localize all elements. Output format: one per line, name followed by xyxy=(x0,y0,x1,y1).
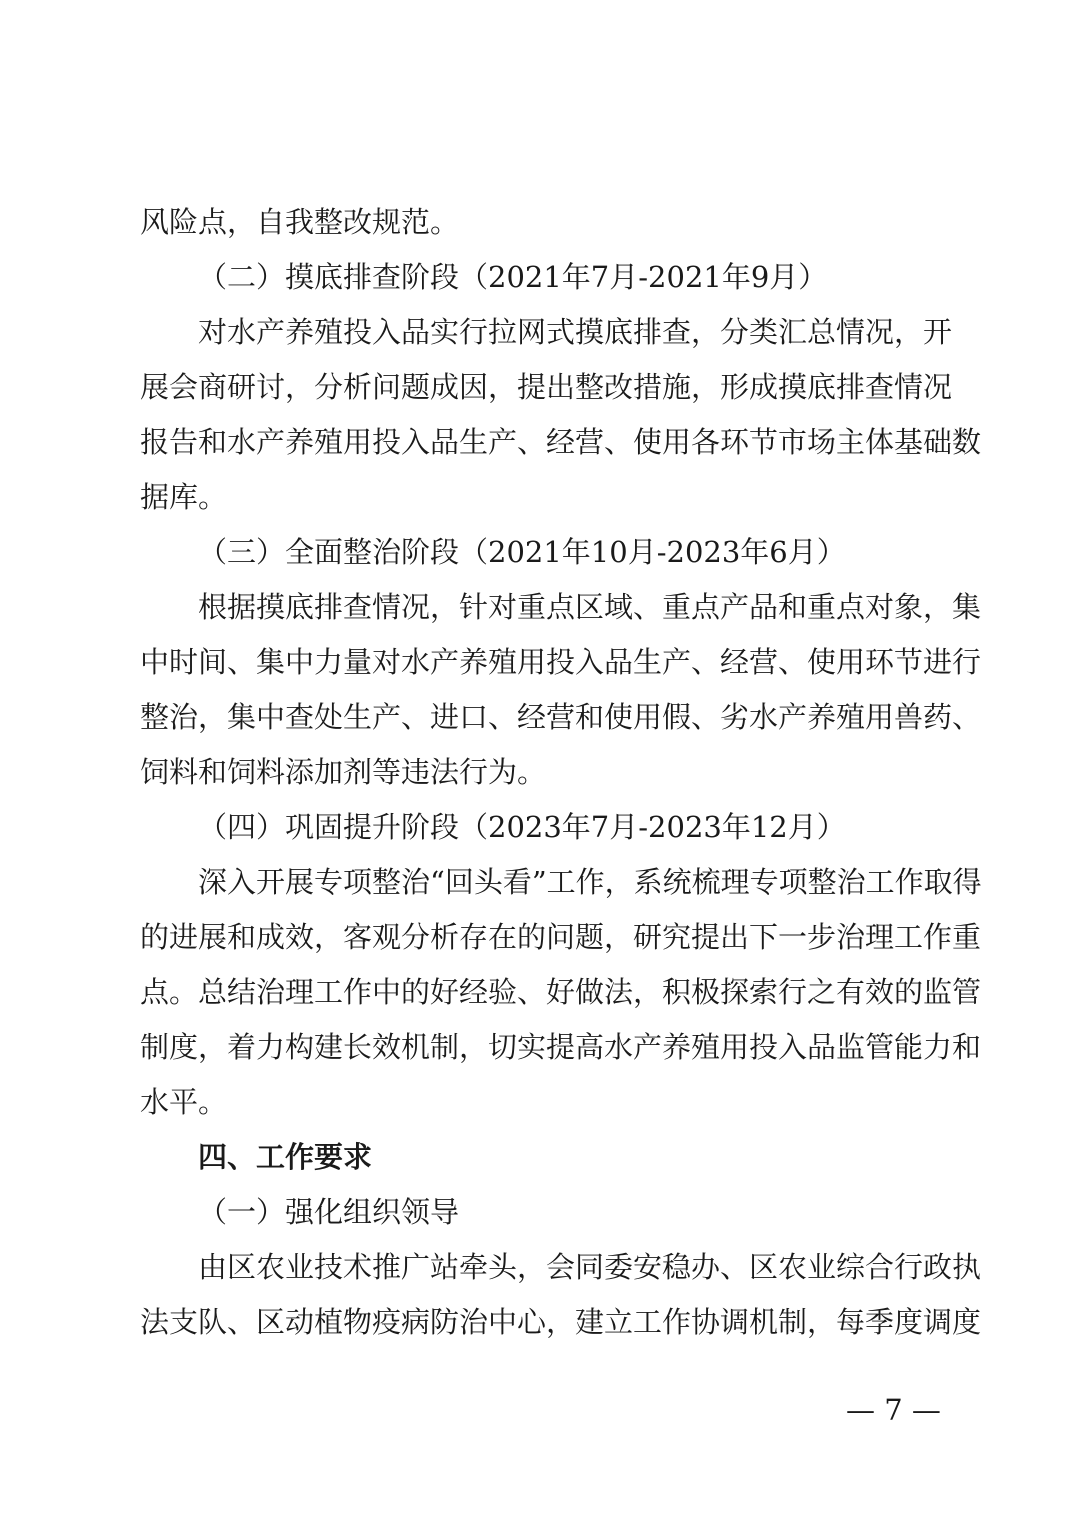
section-heading-strengthen-leadership: （一）强化组织领导 xyxy=(198,1195,460,1229)
paragraph-line: 风险点，自我整改规范。 xyxy=(140,205,460,239)
paragraph-line: 根据摸底排查情况，针对重点区域、重点产品和重点对象，集 xyxy=(198,590,982,624)
paragraph-line: 的进展和成效，客观分析存在的问题，研究提出下一步治理工作重 xyxy=(140,920,982,954)
paragraph-line: 展会商研讨，分析问题成因，提出整改措施，形成摸底排查情况 xyxy=(140,370,953,404)
paragraph-line: 据库。 xyxy=(140,480,228,514)
paragraph-line: 中时间、集中力量对水产养殖用投入品生产、经营、使用环节进行 xyxy=(140,645,982,679)
section-heading-rectification-stage: （三）全面整治阶段（2021年10月-2023年6月） xyxy=(198,535,846,569)
paragraph-line: 由区农业技术推广站牵头，会同委安稳办、区农业综合行政执 xyxy=(198,1250,982,1284)
section-title-work-requirements: 四、工作要求 xyxy=(198,1140,373,1174)
paragraph-line: 点。总结治理工作中的好经验、好做法，积极探索行之有效的监管 xyxy=(140,975,982,1009)
paragraph-line: 水平。 xyxy=(140,1085,228,1119)
page-number: — 7 — xyxy=(846,1393,941,1427)
paragraph-line: 饲料和饲料添加剂等违法行为。 xyxy=(140,755,547,789)
paragraph-line: 制度，着力构建长效机制，切实提高水产养殖用投入品监管能力和 xyxy=(140,1030,982,1064)
paragraph-line: 报告和水产养殖用投入品生产、经营、使用各环节市场主体基础数 xyxy=(140,425,982,459)
paragraph-line: 深入开展专项整治“回头看”工作，系统梳理专项整治工作取得 xyxy=(198,865,982,899)
section-heading-consolidation-stage: （四）巩固提升阶段（2023年7月-2023年12月） xyxy=(198,810,846,844)
paragraph-line: 对水产养殖投入品实行拉网式摸底排查，分类汇总情况，开 xyxy=(198,315,953,349)
paragraph-line: 整治，集中查处生产、进口、经营和使用假、劣水产养殖用兽药、 xyxy=(140,700,982,734)
section-heading-survey-stage: （二）摸底排查阶段（2021年7月-2021年9月） xyxy=(198,260,828,294)
paragraph-line: 法支队、区动植物疫病防治中心，建立工作协调机制，每季度调度 xyxy=(140,1305,982,1339)
